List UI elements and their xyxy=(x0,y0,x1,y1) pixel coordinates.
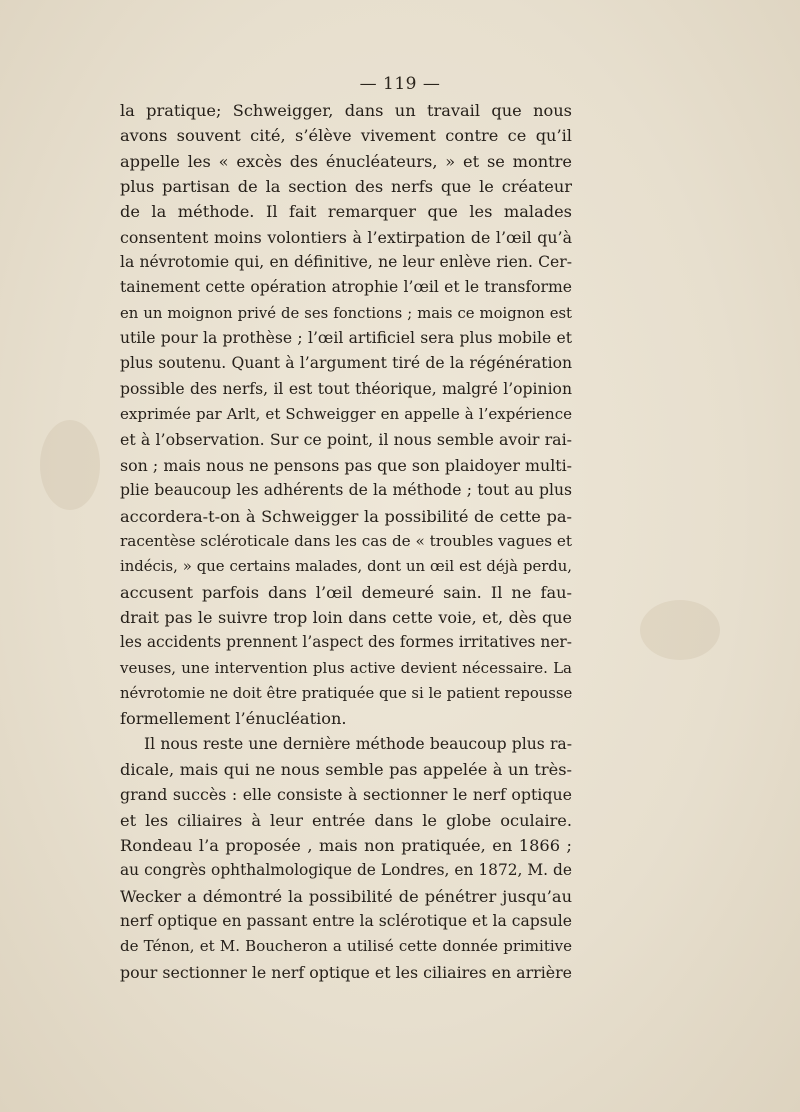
page-number: — 119 — xyxy=(359,74,441,94)
text-line: son ; mais nous ne pensons pas que son plaidoyer multi- xyxy=(120,455,572,475)
text-line: utile pour la prothèse ; l’œil artificiel sera plus mobile et xyxy=(120,329,572,348)
text-line: de la méthode. Il fait remarquer que les malades xyxy=(120,202,572,222)
text-line: appelle les « excès des énucléateurs, » et se montre xyxy=(120,151,572,171)
paper-stain xyxy=(640,600,720,660)
text-line: névrotomie ne doit être pratiquée que si le patient repousse xyxy=(120,684,573,702)
text-line: avons souvent cité, s’élève vivement contre ce qu’il xyxy=(120,126,572,146)
text-line: la névrotomie qui, en définitive, ne leur enlève rien. Cer- xyxy=(120,253,572,272)
text-line: grand succès : elle consiste à sectionner le nerf optique xyxy=(120,785,572,805)
text-line: accordera-t-on à Schweigger la possibilité de cette pa- xyxy=(120,506,572,526)
text-line: les accidents prennent l’aspect des formes irritatives ner- xyxy=(120,633,572,652)
text-line: tainement cette opération atrophie l’œil et le transforme xyxy=(120,278,572,297)
text-line: pour sectionner le nerf optique et les ciliaires en arrière xyxy=(120,962,573,982)
text-line: plus soutenu. Quant à l’argument tiré de la régénération xyxy=(120,354,572,373)
text-line: veuses, une intervention plus active devient nécessaire. La xyxy=(120,658,572,677)
text-line: indécis, » que certains malades, dont un œil est déjà perdu, xyxy=(120,558,572,576)
text-line: plus partisan de la section des nerfs que le créateur xyxy=(120,177,572,197)
text-line: racentèse scléroticale dans les cas de « troubles vagues et xyxy=(120,531,572,550)
text-line: et les ciliaires à leur entrée dans le globe oculaire. xyxy=(120,810,572,830)
text-line: la pratique; Schweigger, dans un travail que nous xyxy=(120,101,572,120)
text-line: et à l’observation. Sur ce point, il nous semble avoir rai- xyxy=(120,430,572,450)
text-line: au congrès ophthalmologique de Londres, en 1872, M. de xyxy=(120,861,572,880)
body-text xyxy=(120,98,572,985)
text-line: exprimée par Arlt, et Schweigger en appelle à l’expérience xyxy=(120,405,572,424)
text-line: en un moignon privé de ses fonctions ; mais ce moignon est xyxy=(120,304,572,322)
text-line: Rondeau l’a proposée , mais non pratiquée, en 1866 ; xyxy=(120,835,572,855)
text-line: formellement l’énucléation. xyxy=(120,709,347,729)
text-line: nerf optique en passant entre la sclérotique et la capsule xyxy=(120,912,573,930)
text-line: de Ténon, et M. Boucheron a utilisé cette donnée primitive xyxy=(120,937,572,956)
text-line: accusent parfois dans l’œil demeuré sain. Il ne fau- xyxy=(120,582,572,602)
text-line: plie beaucoup les adhérents de la méthode ; tout au plus xyxy=(120,481,572,500)
text-line: drait pas le suivre trop loin dans cette voie, et, dès que xyxy=(120,607,572,627)
text-line: dicale, mais qui ne nous semble pas appelée à un très- xyxy=(120,759,572,779)
text-line: Wecker a démontré la possibilité de pénétrer jusqu’au xyxy=(120,886,572,906)
text-line: possible des nerfs, il est tout théorique, malgré l’opinion xyxy=(120,379,572,398)
paper-stain xyxy=(40,420,100,510)
text-line: consentent moins volontiers à l’extirpation de l’œil qu’à xyxy=(120,227,572,247)
text-line: Il nous reste une dernière méthode beaucoup plus ra- xyxy=(144,734,572,753)
